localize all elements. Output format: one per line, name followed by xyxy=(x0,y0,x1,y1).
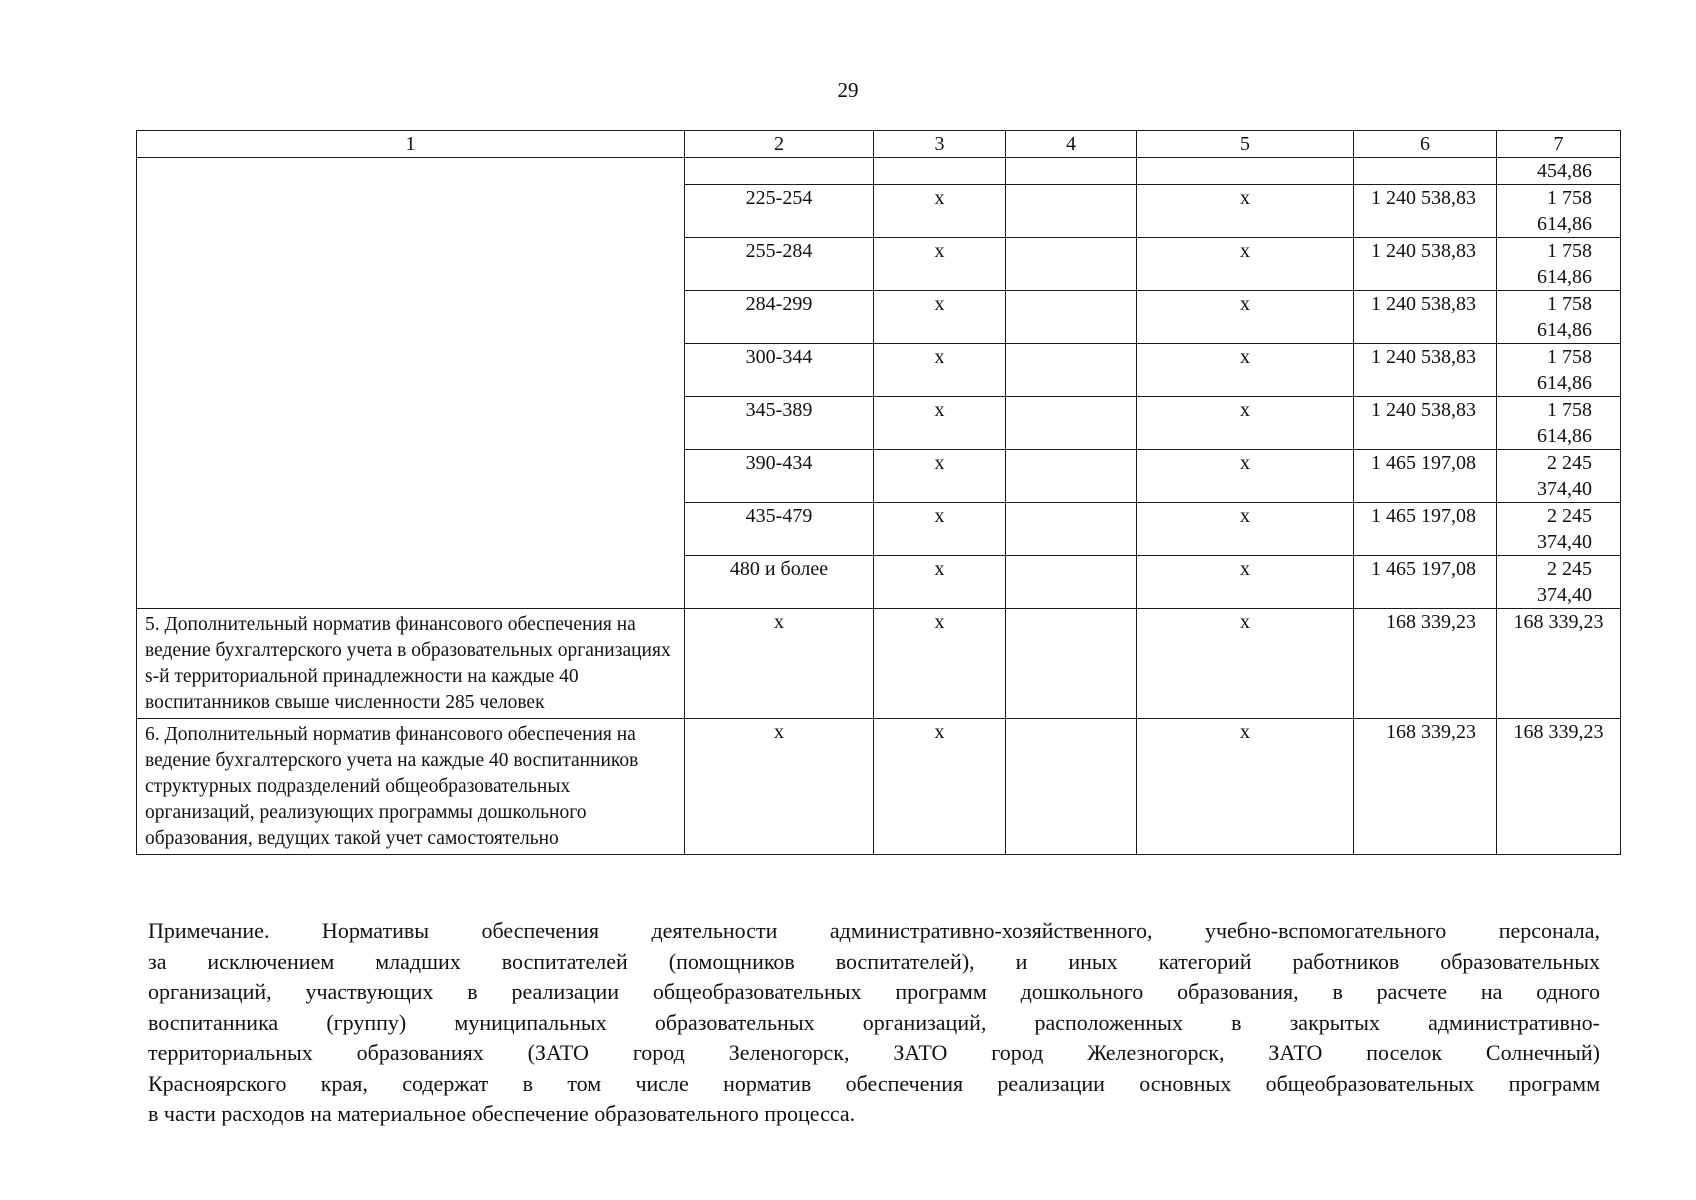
header-col-4: 4 xyxy=(1006,131,1137,158)
cell-col5: х xyxy=(1137,344,1354,397)
cell-col7 xyxy=(1497,450,1621,503)
cell-col7 xyxy=(1497,344,1621,397)
header-col-2: 2 xyxy=(685,131,874,158)
item6-description: 6. Дополнительный норматив финансового обеспечения на ведение бухгалтерского учета на каждые 40 воспитанников структурных подразделений общеобразовательных организаций, реализующих программы дошкольного образования, ведущих такой учет самостоятельно xyxy=(137,719,685,855)
cell-col6: 1 465 197,08 xyxy=(1354,503,1497,556)
cell-col7-part-b: 614,86 xyxy=(1537,266,1592,288)
cell-col6: 1 240 538,83 xyxy=(1354,185,1497,238)
cell-col4 xyxy=(1006,291,1137,344)
footnote-line: Примечание. Нормативы обеспечения деятельности административно-хозяйственного, учебно-вспомогательного персонала, xyxy=(148,918,1600,943)
cell-col3: х xyxy=(874,503,1006,556)
cell-col3: х xyxy=(874,609,1006,719)
cell-col7 xyxy=(1497,397,1621,450)
cell-col5: х xyxy=(1137,291,1354,344)
cell-col7-part-b: 374,40 xyxy=(1537,584,1592,606)
cell-col5: х xyxy=(1137,609,1354,719)
cell-col7: 168 339,23 xyxy=(1497,719,1621,855)
cell-col4 xyxy=(1006,397,1137,450)
cell-col7-part-b: 614,86 xyxy=(1537,213,1592,235)
cell-col6: 1 240 538,83 xyxy=(1354,397,1497,450)
cell-col5: х xyxy=(1137,503,1354,556)
header-col-3: 3 xyxy=(874,131,1006,158)
cell-range: 300-344 xyxy=(685,344,874,397)
cell-col4 xyxy=(1006,344,1137,397)
footnote xyxy=(148,916,1600,1130)
footnote-line: Красноярского края, содержат в том числе норматив обеспечения реализации основных общеобразовательных программ xyxy=(148,1070,1600,1096)
cell-range: 255-284 xyxy=(685,238,874,291)
cell-col5: х xyxy=(1137,185,1354,238)
cell-col7-part-a: 1 758 xyxy=(1547,293,1592,315)
footnote-line: воспитанника (группу) муниципальных образовательных организаций, расположенных в закрытых административно- xyxy=(148,1009,1600,1035)
cell-col6: 1 240 538,83 xyxy=(1354,344,1497,397)
cell-range: 480 и более xyxy=(685,556,874,609)
cell-col7-part-a: 1 758 xyxy=(1547,187,1592,209)
table-row-item5 xyxy=(137,609,1621,719)
cell-col5: х xyxy=(1137,719,1354,855)
cell-col5: х xyxy=(1137,450,1354,503)
cell-col7-part-b: 614,86 xyxy=(1537,425,1592,447)
cell-col4 xyxy=(1006,719,1137,855)
cell-col3: х xyxy=(874,450,1006,503)
cell-col3: х xyxy=(874,344,1006,397)
cell-col7 xyxy=(1497,185,1621,238)
cell-range: 345-389 xyxy=(685,397,874,450)
cell-col7: 454,86 xyxy=(1497,158,1621,185)
cell-col6: 1 465 197,08 xyxy=(1354,556,1497,609)
table-row-item6 xyxy=(137,719,1621,855)
header-col-6: 6 xyxy=(1354,131,1497,158)
cell-col7-part-b: 374,40 xyxy=(1537,531,1592,553)
footnote-line: в части расходов на материальное обеспечение образовательного процесса. xyxy=(148,1101,856,1126)
cell-col3: х xyxy=(874,719,1006,855)
cell-col6: 1 240 538,83 xyxy=(1354,291,1497,344)
table-header xyxy=(137,131,1621,158)
cell-range: 435-479 xyxy=(685,503,874,556)
cell-col7-part-b: 614,86 xyxy=(1537,319,1592,341)
cell-col4 xyxy=(1006,503,1137,556)
cell-col3: х xyxy=(874,556,1006,609)
cell-col5: х xyxy=(1137,556,1354,609)
cell-col3: х xyxy=(874,291,1006,344)
cell-col4 xyxy=(1006,238,1137,291)
header-col-7: 7 xyxy=(1497,131,1621,158)
footnote-line: территориальных образованиях (ЗАТО город Зеленогорск, ЗАТО город Железногорск, ЗАТО поселок Солнечный) xyxy=(148,1040,1600,1065)
cell-col7-part-a: 1 758 xyxy=(1547,240,1592,262)
cell-col6: 168 339,23 xyxy=(1354,719,1497,855)
item5-description: 5. Дополнительный норматив финансового обеспечения на ведение бухгалтерского учета в образовательных организациях s-й территориальной принадлежности на каждые 40 воспитанников свыше численности 285 человек xyxy=(137,609,685,719)
header-col-5: 5 xyxy=(1137,131,1354,158)
cell-col7-part-b: 374,40 xyxy=(1537,478,1592,500)
cell-col4 xyxy=(1006,185,1137,238)
cell-range: 284-299 xyxy=(685,291,874,344)
cell-col2: х xyxy=(685,719,874,855)
cell-col4 xyxy=(1006,556,1137,609)
cell-col7 xyxy=(1497,238,1621,291)
cell-col6: 1 465 197,08 xyxy=(1354,450,1497,503)
cell-col5: х xyxy=(1137,397,1354,450)
cell-col4 xyxy=(1006,609,1137,719)
norms-table xyxy=(136,130,1621,855)
cell-col6: 1 240 538,83 xyxy=(1354,238,1497,291)
cell-col6: 168 339,23 xyxy=(1354,609,1497,719)
cell-col3: х xyxy=(874,238,1006,291)
cell-col4 xyxy=(1006,450,1137,503)
cell-col7 xyxy=(1497,556,1621,609)
cell-col7 xyxy=(1497,291,1621,344)
cell-col7-part-a: 2 245 xyxy=(1547,558,1592,580)
cell-col5: х xyxy=(1137,238,1354,291)
table-row xyxy=(137,158,1621,185)
cell-col7-part-a: 2 245 xyxy=(1547,452,1592,474)
cell-col2: х xyxy=(685,609,874,719)
cell-col7-part-a: 2 245 xyxy=(1547,505,1592,527)
cell-range: 225-254 xyxy=(685,185,874,238)
cell-col7-part-a: 1 758 xyxy=(1547,346,1592,368)
footnote-line: организаций, участвующих в реализации общеобразовательных программ дошкольного образования, в расчете на одного xyxy=(148,979,1600,1004)
page-number: 29 xyxy=(837,78,859,102)
header-col-1: 1 xyxy=(137,131,685,158)
cell-col3: х xyxy=(874,185,1006,238)
cell-col7-part-b: 614,86 xyxy=(1537,372,1592,394)
cell-col7 xyxy=(1497,503,1621,556)
footnote-line: за исключением младших воспитателей (помощников воспитателей), и иных категорий работников образовательных xyxy=(148,948,1600,974)
cell-col7: 168 339,23 xyxy=(1497,609,1621,719)
cell-range: 390-434 xyxy=(685,450,874,503)
merged-description-cell xyxy=(137,158,685,609)
cell-col7-part-a: 1 758 xyxy=(1547,399,1592,421)
cell-col3: х xyxy=(874,397,1006,450)
